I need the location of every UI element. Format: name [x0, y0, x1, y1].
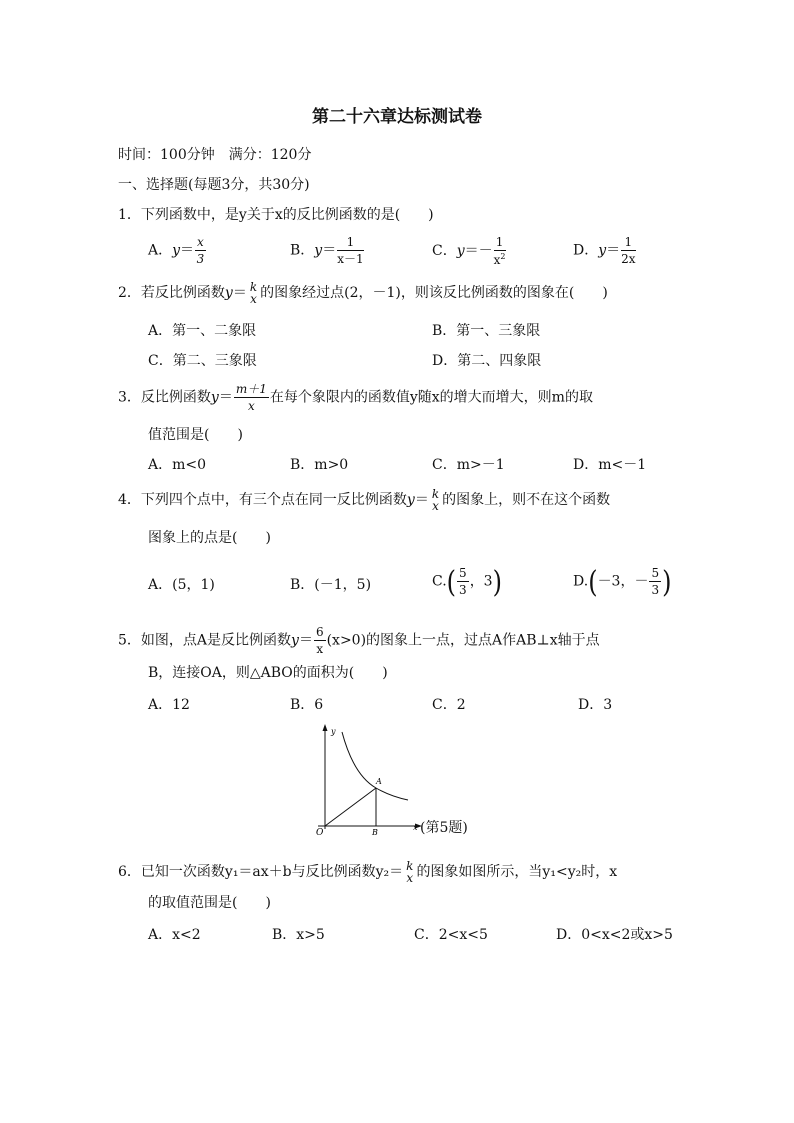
q5-option-c: C．2	[432, 697, 466, 713]
question-4-stem: 4．下列四个点中，有三个点在同一反比例函数y＝ k x 的图象上，则不在这个函数	[118, 487, 611, 513]
label-y: y	[331, 727, 336, 736]
label-x: x	[413, 823, 418, 832]
label-b: B	[372, 828, 378, 837]
q1-option-d: D．y＝ $\frac{1}{2x}$	[573, 235, 636, 266]
q5-option-d: D．3	[578, 697, 613, 713]
q3-option-d: D．m<－1	[573, 457, 647, 473]
question-5-stem: 5．如图，点A是反比例函数y＝ $\frac{6}{x}$ (x>0)的图象上一点，过点A作AB⊥x轴于点	[118, 625, 600, 656]
q3-option-b: B．m>0	[290, 457, 349, 473]
y-axis-arrow	[323, 724, 328, 731]
q2-option-d: D．第二、四象限	[432, 353, 542, 369]
q4-option-b: B．(－1，5)	[290, 577, 372, 593]
q2-option-b: B．第一、三象限	[432, 323, 541, 339]
q4-option-d: D.(－3，－ $\frac{5}{3}$ )	[573, 564, 672, 599]
q5-option-a: A．12	[148, 697, 190, 713]
q6-option-c: C．2<x<5	[414, 927, 488, 943]
question-6-line2: 的取值范围是( )	[148, 895, 271, 911]
question-1-stem: 1．下列函数中，是y关于x的反比例函数的是( )	[118, 207, 434, 223]
segment-oa	[325, 788, 376, 826]
q6-option-a: A．x<2	[148, 927, 201, 943]
label-o: O	[316, 828, 324, 838]
q4-option-a: A．(5，1)	[148, 577, 215, 593]
label-a: A	[376, 777, 382, 786]
q5-figure	[310, 722, 430, 838]
question-5-line2: B，连接OA，则△ABO的面积为( )	[148, 665, 388, 681]
q2-option-c: C．第二、三象限	[148, 353, 257, 369]
q1-option-b: B．y＝ $\frac{1}{x-1}$	[290, 235, 364, 266]
q6-option-b: B．x>5	[272, 927, 325, 943]
q3-option-c: C．m>－1	[432, 457, 505, 473]
question-3-line2: 值范围是( )	[148, 427, 243, 443]
page-title: 第二十六章达标测试卷	[312, 107, 482, 127]
section-heading: 一、选择题(每题3分，共30分)	[118, 177, 310, 193]
question-3-stem: 3．反比例函数y＝ $\frac{m+1}{x}$ 在每个象限内的函数值y随x的增大而增大，则m的取	[118, 382, 593, 413]
q3-option-a: A．m<0	[148, 457, 207, 473]
q1-option-a: A．y＝ $\frac{x}{3}$	[148, 235, 205, 266]
exam-meta: 时间：100分钟 满分：120分	[118, 147, 312, 163]
question-4-line2: 图象上的点是( )	[148, 530, 271, 546]
q5-figure-caption: (第5题)	[420, 820, 468, 836]
hyperbola-curve	[342, 732, 408, 800]
question-2-stem: 2．若反比例函数y＝ k x 的图象经过点(2，－1)，则该反比例函数的图象在( )	[118, 280, 608, 306]
q1-option-c: C．y＝－ $\frac{1}{x^2}$	[432, 235, 506, 267]
q4-option-c: C.( $\frac{5}{3}$ ，3)	[432, 564, 502, 599]
q6-option-d: D．0<x<2或x>5	[556, 927, 673, 943]
q5-option-b: B．6	[290, 697, 324, 713]
q2-option-a: A．第一、二象限	[148, 323, 257, 339]
question-6-stem: 6．已知一次函数y₁＝ax＋b与反比例函数y₂＝ k x 的图象如图所示，当y₁<y₂时，x	[118, 859, 618, 885]
